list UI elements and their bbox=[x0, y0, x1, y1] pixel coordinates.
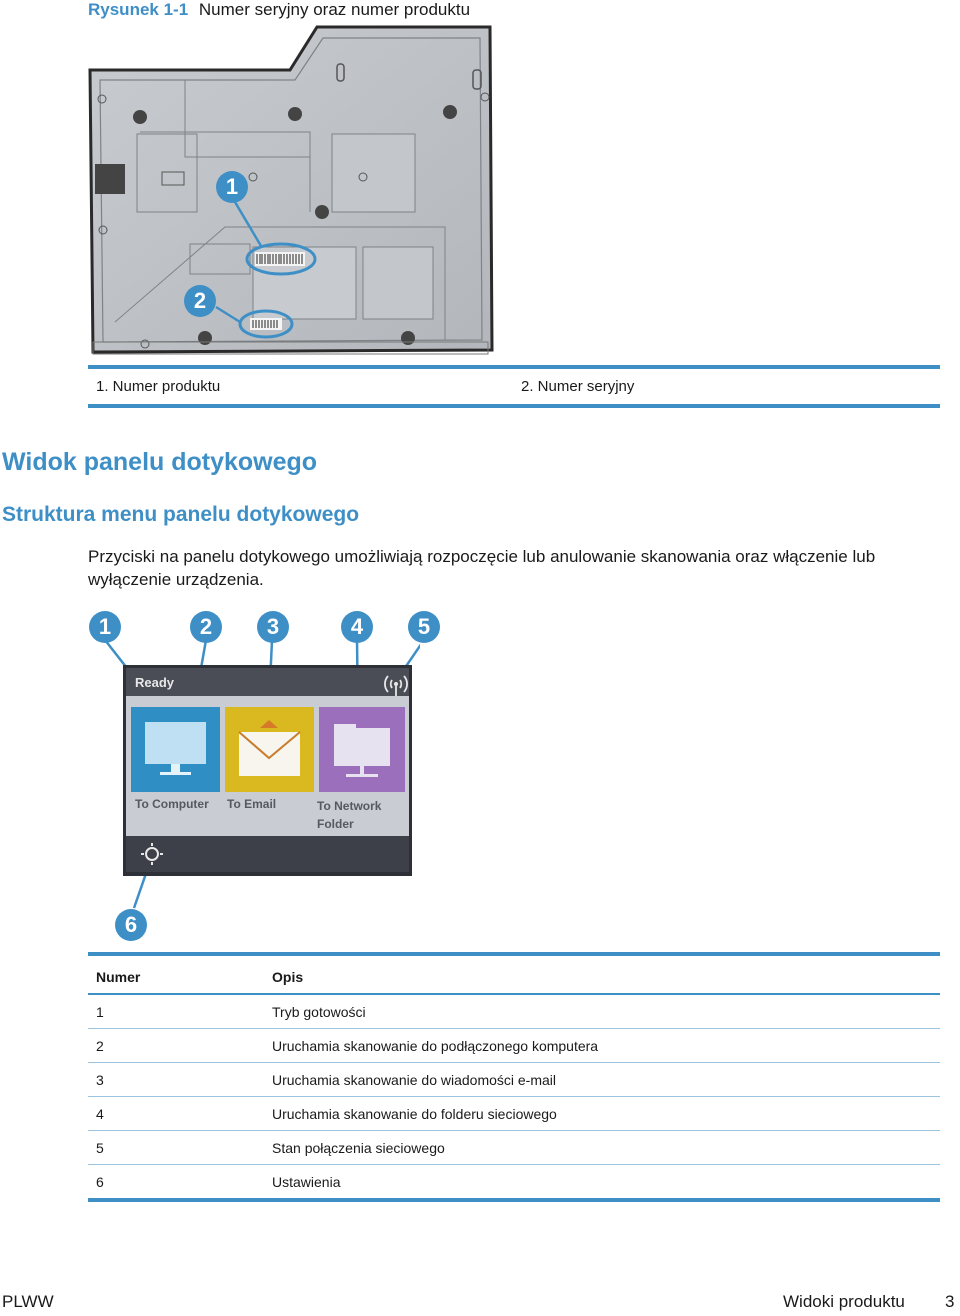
table-row bbox=[88, 1063, 940, 1097]
figure-callout-2: 2 bbox=[184, 285, 216, 317]
table-header-row bbox=[88, 954, 940, 994]
row-description: Tryb gotowości bbox=[264, 994, 940, 1029]
column-header-description: Opis bbox=[272, 968, 304, 985]
subsection-title: Struktura menu panelu dotykowego bbox=[2, 503, 360, 526]
legend-item-product-number: 1. Numer produktu bbox=[96, 378, 221, 395]
legend-bottom-rule bbox=[88, 404, 940, 408]
row-description: Uruchamia skanowanie do wiadomości e-mail bbox=[264, 1063, 940, 1097]
row-number: 6 bbox=[88, 1165, 264, 1201]
figure-callout-1: 1 bbox=[216, 171, 248, 203]
panel-callout-3: 3 bbox=[257, 611, 289, 643]
table-row bbox=[88, 1097, 940, 1131]
panel-status-text: Ready bbox=[135, 675, 175, 690]
tile-label-to-email[interactable]: To Email bbox=[227, 797, 277, 811]
row-number: 1 bbox=[88, 994, 264, 1029]
row-number: 5 bbox=[88, 1131, 264, 1165]
tile-label-to-network-folder[interactable]: To Network Folder bbox=[317, 799, 382, 831]
row-number: 4 bbox=[88, 1097, 264, 1131]
intro-paragraph: Przyciski na panelu dotykowego umożliwiają rozpoczęcie lub anulowanie skanowania oraz włączenie lub wyłączenie urządzenia. bbox=[88, 547, 876, 589]
row-description: Stan połączenia sieciowego bbox=[264, 1131, 940, 1165]
column-header-number: Numer bbox=[96, 968, 141, 985]
description-table bbox=[88, 952, 940, 1202]
footer-doc-id: PLWW bbox=[2, 1292, 54, 1311]
tile-label-to-computer[interactable]: To Computer bbox=[135, 797, 209, 811]
figure-caption bbox=[88, 0, 470, 20]
panel-callout-4: 4 bbox=[341, 611, 373, 643]
footer-page-number: 3 bbox=[945, 1292, 955, 1311]
row-number: 2 bbox=[88, 1029, 264, 1063]
row-description: Ustawienia bbox=[264, 1165, 940, 1201]
scanner-bottom-illustration bbox=[85, 22, 500, 362]
panel-callout-2: 2 bbox=[190, 611, 222, 643]
panel-callout-1: 1 bbox=[89, 611, 121, 643]
row-description: Uruchamia skanowanie do folderu sieciowego bbox=[264, 1097, 940, 1131]
legend-top-rule bbox=[88, 365, 940, 369]
figure-label: Rysunek 1-1 bbox=[88, 0, 189, 19]
footer-section-name: Widoki produktu bbox=[783, 1292, 905, 1311]
table-row bbox=[88, 994, 940, 1029]
section-title: Widok panelu dotykowego bbox=[2, 448, 318, 476]
panel-callout-5: 5 bbox=[408, 611, 440, 643]
panel-callout-6: 6 bbox=[115, 909, 147, 941]
table-row bbox=[88, 1131, 940, 1165]
row-number: 3 bbox=[88, 1063, 264, 1097]
row-description: Uruchamia skanowanie do podłączonego komputera bbox=[264, 1029, 940, 1063]
table-row bbox=[88, 1165, 940, 1201]
legend-item-serial-number: 2. Numer seryjny bbox=[521, 378, 635, 395]
table-row bbox=[88, 1029, 940, 1063]
figure-title: Numer seryjny oraz numer produktu bbox=[198, 0, 471, 19]
